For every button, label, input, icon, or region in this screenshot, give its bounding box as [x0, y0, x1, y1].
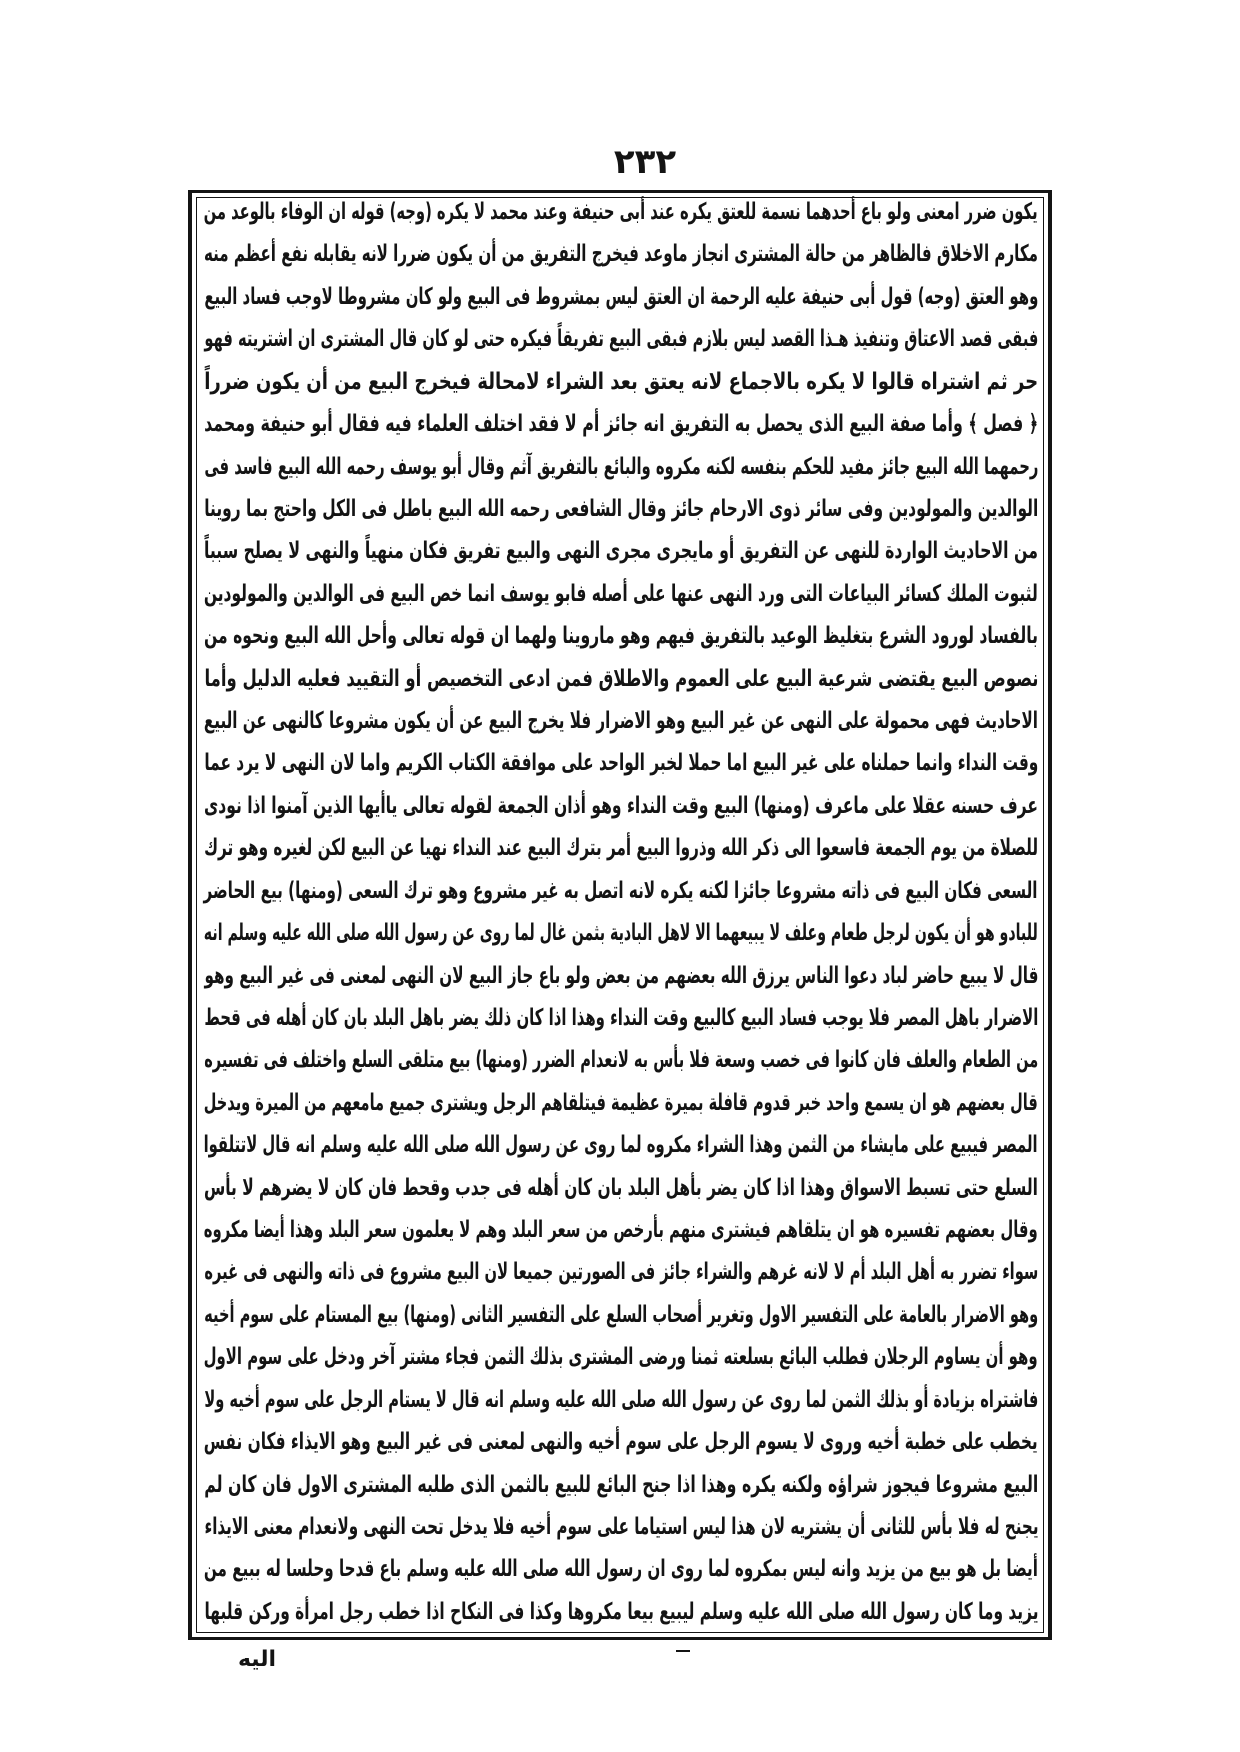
- text-line: أيضا بل هو بيع من يزيد وانه ليس بمكروه لما روى ان رسول الله صلى الله عليه وسلم باع قدحا وحلسا له ببيع من: [204, 1556, 1038, 1582]
- section-heading-line: ﴿ فصل ﴾ وأما صفة البيع الذى يحصل به التفريق انه جائز أم لا فقد اختلف العلماء فيه فقال أبو حنيفة ومحمد: [204, 411, 1038, 437]
- text-line: وهو أن يساوم الرجلان فطلب البائع بسلعته ثمنا ورضى المشترى بذلك الثمن فجاء مشتر آخر ودخل على سوم الاول: [204, 1344, 1038, 1370]
- text-line: المصر فيبيع على مايشاء من الثمن وهذا الشراء مكروه لما روى عن رسول الله صلى الله عليه وسلم انه قال لاتتلقوا: [204, 1132, 1038, 1158]
- text-line: البيع مشروعا فيجوز شراؤه ولكنه يكره وهذا اذا جنح البائع للبيع بالثمن الذى طلبه المشترى الاول فان كان لم: [204, 1472, 1038, 1498]
- text-line: وقت النداء وانما حملناه على غير البيع اما حملا لخبر الواحد على موافقة الكتاب الكريم واما لان النهى لا يرد عما: [204, 750, 1038, 776]
- text-line: وهو الاضرار بالعامة على التفسير الاول وتغرير أصحاب السلع على التفسير الثانى (ومنها) بيع المستام على سوم أخيه: [204, 1302, 1038, 1328]
- text-line: السعى فكان البيع فى ذاته مشروعا جائزا لكنه يكره لانه اتصل به غير مشروع وهو ترك السعى (ومنها) بيع الحاضر: [204, 878, 1038, 904]
- text-line: نصوص البيع يقتضى شرعية البيع على العموم والاطلاق فمن ادعى التخصيص أو التقييد فعليه الدليل وأما: [204, 666, 1038, 692]
- text-line: يجنح له فلا بأس للثانى أن يشتريه لان هذا ليس استياما على سوم أخيه فلا يدخل تحت النهى ولانعدام معنى الايذاء: [203, 1514, 1038, 1540]
- margin-mark: [676, 1650, 690, 1652]
- paragraph-end-line: حر ثم اشتراه قالوا لا يكره بالاجماع لانه يعتق بعد الشراء لامحالة فيخرج البيع من أن يكون ضرراً: [204, 369, 1038, 395]
- text-line: السلع حتى تسبط الاسواق وهذا اذا كان يضر بأهل البلد بان كان أهله فى جدب وقحط فان كان لا يضرهم لا بأس: [204, 1175, 1038, 1201]
- text-line: الوالدين والمولودين وفى سائر ذوى الارحام جائز وقال الشافعى رحمه الله البيع باطل فى الكل واحتج بما روينا: [204, 496, 1038, 522]
- text-line: للبادو هو أن يكون لرجل طعام وعلف لا يبيعهما الا لاهل البادية بثمن غال لما روى عن رسول الله صلى الله عليه وسلم انه: [204, 920, 1038, 946]
- text-line: قال بعضهم هو ان يسمع واحد خبر قدوم قافلة بميرة عظيمة فيتلقاهم الرجل ويشترى جميع مامعهم من الميرة ويدخل: [204, 1090, 1038, 1116]
- text-line: سواء تضرر به أهل البلد أم لا لانه غرهم والشراء جائز فى الصورتين جميعا لان البيع مشروع فى ذاته والنهى فى غيره: [204, 1259, 1038, 1285]
- catchword: اليه: [237, 1647, 277, 1672]
- page-number: ٢٣٢: [613, 142, 677, 182]
- text-line: مكارم الاخلاق فالظاهر من حالة المشترى انجاز ماوعد فيخرج التفريق من أن يكون ضررا لانه يقابله نفع أعظم منه: [204, 241, 1038, 267]
- text-line: وقال بعضهم تفسيره هو ان يتلقاهم فيشترى منهم بأرخص من سعر البلد وهم لا يعلمون سعر البلد وهذا أيضا مكروه: [204, 1217, 1038, 1243]
- text-line: لثبوت الملك كسائر البياعات التى ورد النهى عنها على أصله فابو يوسف انما خص البيع فى الوالدين والمولودين: [204, 581, 1038, 607]
- text-line: وهو العتق (وجه) قول أبى حنيفة عليه الرحمة ان العتق ليس بمشروط فى البيع ولو كان مشروطا لاوجب فساد البيع: [204, 284, 1038, 310]
- text-line: قال لا يبيع حاضر لباد دعوا الناس يرزق الله بعضهم من بعض ولو باع جاز البيع لان النهى لمعنى فى غير البيع وهو: [204, 963, 1038, 989]
- text-line: من الطعام والعلف فان كانوا فى خصب وسعة فلا بأس به لانعدام الضرر (ومنها) بيع متلقى السلع واختلف فى تفسيره: [204, 1047, 1038, 1073]
- text-line: يزيد وما كان رسول الله صلى الله عليه وسلم ليبيع بيعا مكروها وكذا فى النكاح اذا خطب رجل امرأة وركن قلبها: [204, 1599, 1038, 1625]
- text-line: عرف حسنه عقلا على ماعرف (ومنها) البيع وقت النداء وهو أذان الجمعة لقوله تعالى ياأيها الذين آمنوا اذا نودى: [203, 793, 1038, 819]
- text-line: فبقى قصد الاعتاق وتنفيذ هـذا القصد ليس بلازم فبقى البيع تفريقاً فيكره حتى لو كان قال المشترى ان اشتريته فهو: [204, 326, 1038, 352]
- text-line: فاشتراه بزيادة أو بذلك الثمن لما روى عن رسول الله صلى الله عليه وسلم انه قال لا يستام الرجل على سوم أخيه ولا: [204, 1387, 1038, 1413]
- text-line: من الاحاديث الواردة للنهى عن التفريق أو مايجرى مجرى النهى والبيع تفريق فكان منهياً والنهى لا يصلح سبباً: [204, 538, 1038, 564]
- text-line: بالفساد لورود الشرع بتغليظ الوعيد بالتفريق فيهم وهو ماروينا ولهما ان قوله تعالى وأحل الله البيع ونحوه من: [204, 623, 1038, 649]
- text-line: رحمهما الله البيع جائز مفيد للحكم بنفسه لكنه مكروه والبائع بالتفريق آثم وقال أبو يوسف رحمه الله البيع فاسد فى: [204, 454, 1038, 480]
- text-line: يخطب على خطبة أخيه وروى لا يسوم الرجل على سوم أخيه والنهى لمعنى فى غير البيع وهو الايذاء فكان نفس: [204, 1429, 1038, 1455]
- text-line: الاحاديث فهى محمولة على النهى عن غير البيع وهو الاضرار فلا يخرج البيع عن أن يكون مشروعا كالنهى عن البيع: [204, 708, 1038, 734]
- text-line: الاضرار باهل المصر فلا يوجب فساد البيع كالبيع وقت النداء وهذا اذا كان ذلك يضر باهل البلد بان كان أهله فى قحط: [204, 1005, 1038, 1031]
- text-line: يكون ضرر امعنى ولو باع أحدهما نسمة للعتق يكره عند أبى حنيفة وعند محمد لا يكره (وجه) قوله ان الوفاء بالوعد من: [204, 199, 1038, 225]
- text-line: للصلاة من يوم الجمعة فاسعوا الى ذكر الله وذروا البيع أمر بترك البيع عند النداء نهيا عن البيع لكن لغيره وهو ترك: [204, 835, 1038, 861]
